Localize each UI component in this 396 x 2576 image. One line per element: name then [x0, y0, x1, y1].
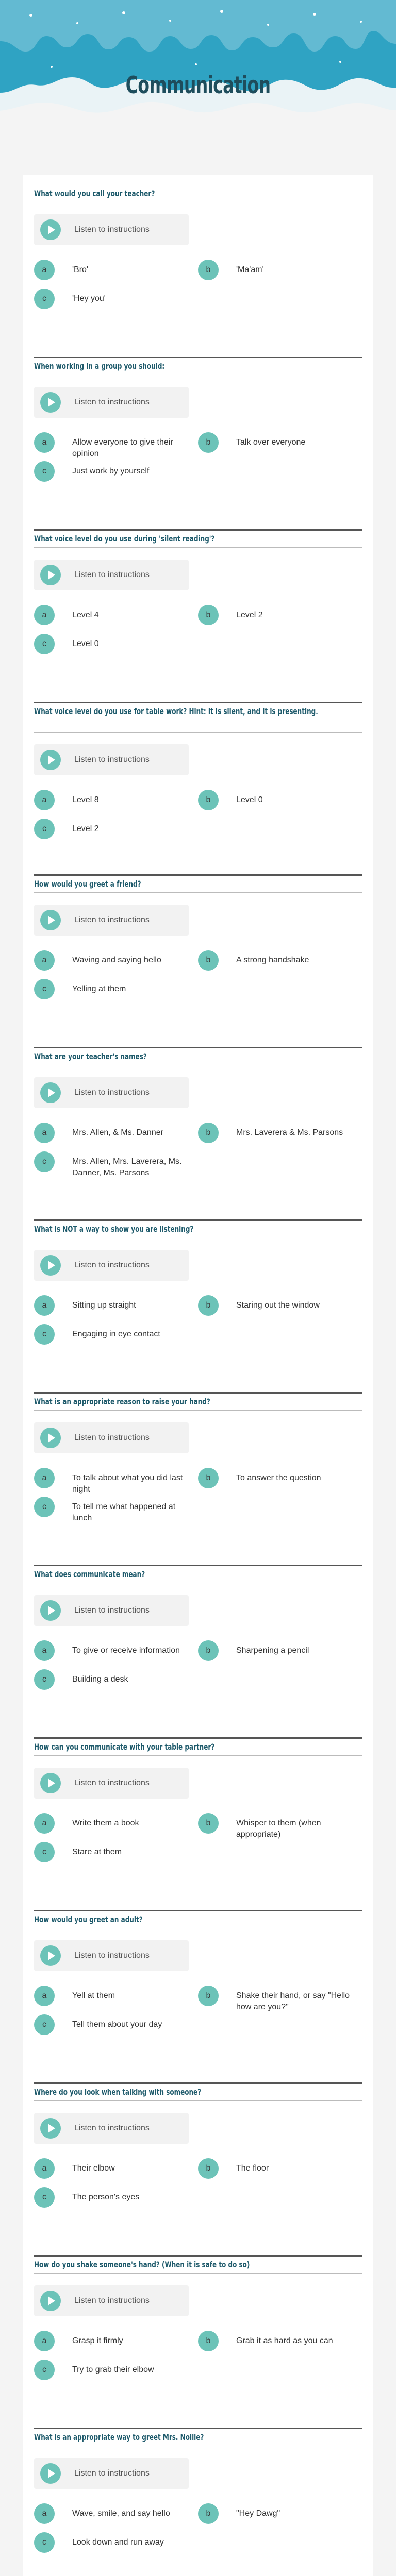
answer-option-a[interactable] — [34, 1813, 189, 1834]
listen-label: Listen to instructions — [74, 2296, 150, 2305]
listen-button[interactable] — [34, 560, 189, 590]
question-title: How can you communicate with your table partner? — [34, 1742, 215, 1752]
answer-option-b[interactable] — [198, 790, 353, 810]
option-letter-badge: a — [34, 790, 55, 810]
play-icon — [40, 219, 61, 240]
listen-label: Listen to instructions — [74, 1088, 150, 1097]
answer-option-a[interactable] — [34, 2158, 189, 2179]
answer-option-b[interactable] — [198, 1295, 353, 1316]
answer-option-a[interactable] — [34, 950, 189, 971]
option-text: To tell me what happened at lunch — [72, 1502, 176, 1522]
listen-button[interactable] — [34, 214, 189, 245]
option-letter-badge: c — [34, 1842, 55, 1862]
answer-option-c[interactable] — [34, 819, 189, 839]
question-block — [34, 1911, 362, 2084]
option-letter-badge: a — [34, 2158, 55, 2179]
play-icon — [40, 2118, 61, 2139]
play-icon — [40, 392, 61, 413]
answer-option-b[interactable] — [198, 260, 353, 280]
answer-option-a[interactable] — [34, 2331, 189, 2351]
answer-option-a[interactable] — [34, 260, 189, 280]
option-letter-badge: c — [34, 979, 55, 999]
option-letter-badge: c — [34, 1151, 55, 1172]
option-letter-badge: c — [34, 2187, 55, 2208]
listen-label: Listen to instructions — [74, 1951, 150, 1960]
option-letter-badge: a — [34, 432, 55, 453]
option-letter-badge: c — [34, 1324, 55, 1345]
listen-button[interactable] — [34, 1595, 189, 1626]
question-title: What is an appropriate way to greet Mrs. Nollie? — [34, 2432, 204, 2442]
option-letter-badge: b — [198, 1640, 219, 1661]
play-icon — [40, 565, 61, 585]
option-letter-badge: c — [34, 2360, 55, 2380]
option-letter-badge: b — [198, 950, 219, 971]
listen-button[interactable] — [34, 1768, 189, 1799]
question-divider — [34, 2273, 362, 2274]
option-letter-badge: b — [198, 260, 219, 280]
option-text: Yell at them — [72, 1991, 116, 2000]
answer-option-b[interactable] — [198, 1813, 353, 1840]
question-divider — [34, 547, 362, 548]
question-title: When working in a group you should: — [34, 361, 165, 371]
question-divider — [34, 1755, 362, 1756]
option-text: Sitting up straight — [72, 1301, 136, 1310]
answer-option-a[interactable] — [34, 1123, 189, 1143]
play-icon — [40, 750, 61, 770]
option-text: 'Bro' — [72, 265, 89, 274]
question-block — [34, 1739, 362, 1911]
option-letter-badge: b — [198, 2331, 219, 2351]
answer-option-c[interactable] — [34, 2014, 189, 2035]
answer-option-c[interactable] — [34, 634, 189, 654]
answer-option-c[interactable] — [34, 1324, 189, 1345]
listen-label: Listen to instructions — [74, 755, 150, 764]
option-text: A strong handshake — [236, 956, 309, 964]
option-letter-badge: c — [34, 461, 55, 482]
listen-label: Listen to instructions — [74, 1606, 150, 1615]
option-text: 'Hey you' — [72, 294, 106, 303]
question-block — [34, 1048, 362, 1221]
play-icon — [40, 2291, 61, 2311]
option-text: Tell them about your day — [72, 2020, 162, 2029]
option-letter-badge: c — [34, 1497, 55, 1517]
play-icon — [40, 2463, 61, 2484]
answer-option-c[interactable] — [34, 1151, 189, 1179]
answer-option-b[interactable] — [198, 950, 353, 971]
answer-option-a[interactable] — [34, 1295, 189, 1316]
option-letter-badge: b — [198, 2503, 219, 2524]
option-text: Talk over everyone — [236, 438, 306, 447]
option-text: Waving and saying hello — [72, 956, 161, 964]
listen-button[interactable] — [34, 1077, 189, 1108]
play-icon — [40, 1773, 61, 1793]
listen-button[interactable] — [34, 744, 189, 775]
option-text: Their elbow — [72, 2164, 115, 2173]
question-title: What is NOT a way to show you are listening? — [34, 1224, 194, 1234]
question-block — [34, 358, 362, 531]
question-block — [34, 2084, 362, 2257]
listen-label: Listen to instructions — [74, 398, 150, 406]
option-text: To talk about what you did last night — [72, 1473, 183, 1494]
option-text: To answer the question — [236, 1473, 321, 1482]
play-icon — [40, 1082, 61, 1103]
question-block — [34, 1394, 362, 1566]
answer-option-c[interactable] — [34, 2360, 189, 2380]
option-letter-badge: a — [34, 1640, 55, 1661]
option-text: Stare at them — [72, 1848, 122, 1856]
listen-label: Listen to instructions — [74, 570, 150, 579]
answer-option-c[interactable] — [34, 2187, 189, 2208]
option-text: The person's eyes — [72, 2193, 140, 2201]
snow-decoration — [0, 0, 396, 134]
option-text: Level 8 — [72, 795, 99, 804]
option-letter-badge: a — [34, 1468, 55, 1488]
option-text: 'Ma'am' — [236, 265, 264, 274]
option-text: Mrs. Allen, Mrs. Laverera, Ms. Danner, Ms. Parsons — [72, 1157, 182, 1177]
answer-option-c[interactable] — [34, 289, 189, 309]
answer-option-c[interactable] — [34, 979, 189, 999]
option-text: Level 0 — [72, 639, 99, 648]
question-block — [34, 1566, 362, 1739]
option-text: Building a desk — [72, 1675, 128, 1684]
play-icon — [40, 1945, 61, 1966]
option-text: Try to grab their elbow — [72, 2365, 154, 2374]
listen-button[interactable] — [34, 2458, 189, 2489]
question-title: What would you call your teacher? — [34, 189, 155, 198]
option-text: Just work by yourself — [72, 467, 150, 476]
question-title: Where do you look when talking with someone? — [34, 2087, 202, 2097]
listen-label: Listen to instructions — [74, 1778, 150, 1787]
option-letter-badge: b — [198, 605, 219, 625]
listen-button[interactable] — [34, 387, 189, 418]
option-text: Shake their hand, or say "Hello how are you?" — [236, 1991, 350, 2011]
question-title: What are your teacher's names? — [34, 1052, 147, 1061]
question-block — [34, 531, 362, 703]
answer-option-a[interactable] — [34, 432, 189, 460]
option-letter-badge: a — [34, 1986, 55, 2006]
option-text: Level 0 — [236, 795, 263, 804]
option-text: Grab it as hard as you can — [236, 2336, 333, 2345]
answer-option-c[interactable] — [34, 1842, 189, 1862]
option-text: To give or receive information — [72, 1646, 180, 1655]
answer-option-a[interactable] — [34, 1468, 189, 1495]
option-text: Grasp it firmly — [72, 2336, 123, 2345]
option-letter-badge: c — [34, 2532, 55, 2553]
option-text: Sharpening a pencil — [236, 1646, 309, 1655]
question-block — [34, 1221, 362, 1394]
answer-option-a[interactable] — [34, 1640, 189, 1661]
question-title: What does communicate mean? — [34, 1569, 145, 1579]
answer-option-a[interactable] — [34, 2503, 189, 2524]
answer-option-a[interactable] — [34, 605, 189, 625]
question-title: What is an appropriate reason to raise your hand? — [34, 1397, 210, 1406]
play-icon — [40, 1600, 61, 1621]
question-title: What voice level do you use for table work? Hint: it is silent, and it is presenting. — [34, 706, 318, 716]
option-text: Yelling at them — [72, 985, 126, 993]
listen-label: Listen to instructions — [74, 225, 150, 234]
worksheet-card — [23, 175, 373, 2576]
option-letter-badge: a — [34, 1295, 55, 1316]
option-letter-badge: a — [34, 605, 55, 625]
listen-button[interactable] — [34, 2285, 189, 2316]
listen-button[interactable] — [34, 1250, 189, 1281]
option-letter-badge: c — [34, 634, 55, 654]
answer-option-b[interactable] — [198, 1986, 353, 2013]
option-text: Allow everyone to give their opinion — [72, 438, 173, 458]
option-text: Wave, smile, and say hello — [72, 2509, 170, 2518]
listen-button[interactable] — [34, 2113, 189, 2144]
play-icon — [40, 910, 61, 930]
answer-option-b[interactable] — [198, 2503, 353, 2524]
question-title: How do you shake someone's hand? (When it is safe to do so) — [34, 2260, 250, 2269]
option-letter-badge: a — [34, 950, 55, 971]
answer-option-b[interactable] — [198, 605, 353, 625]
question-block — [34, 2429, 362, 2576]
question-divider — [34, 1410, 362, 1411]
play-icon — [40, 1255, 61, 1276]
option-text: Level 2 — [72, 824, 99, 833]
listen-label: Listen to instructions — [74, 1433, 150, 1442]
question-block — [34, 185, 362, 358]
option-text: Look down and run away — [72, 2538, 164, 2547]
listen-button[interactable] — [34, 905, 189, 936]
listen-button[interactable] — [34, 1422, 189, 1453]
option-text: Staring out the window — [236, 1301, 320, 1310]
option-letter-badge: b — [198, 790, 219, 810]
option-letter-badge: a — [34, 2503, 55, 2524]
answer-option-c[interactable] — [34, 1497, 189, 1524]
listen-label: Listen to instructions — [74, 1261, 150, 1269]
listen-label: Listen to instructions — [74, 2124, 150, 2132]
answer-option-c[interactable] — [34, 2532, 189, 2553]
option-text: Engaging in eye contact — [72, 1330, 160, 1338]
play-icon — [40, 1428, 61, 1448]
option-letter-badge: c — [34, 819, 55, 839]
question-list — [34, 185, 362, 2576]
question-title: What voice level do you use during 'silent reading'? — [34, 534, 215, 544]
option-text: "Hey Dawg" — [236, 2509, 280, 2518]
option-text: Write them a book — [72, 1819, 139, 1827]
question-block — [34, 703, 362, 876]
question-divider — [34, 892, 362, 893]
question-title: How would you greet a friend? — [34, 879, 141, 889]
option-letter-badge: b — [198, 1986, 219, 2006]
option-text: The floor — [236, 2164, 269, 2173]
option-letter-badge: b — [198, 1295, 219, 1316]
option-letter-badge: b — [198, 1123, 219, 1143]
option-letter-badge: c — [34, 2014, 55, 2035]
option-letter-badge: a — [34, 260, 55, 280]
option-text: Mrs. Allen, & Ms. Danner — [72, 1128, 163, 1137]
option-letter-badge: b — [198, 2158, 219, 2179]
option-letter-badge: a — [34, 1813, 55, 1834]
answer-option-b[interactable] — [198, 1640, 353, 1661]
question-divider — [34, 732, 362, 733]
option-letter-badge: a — [34, 1123, 55, 1143]
answer-option-b[interactable] — [198, 2331, 353, 2351]
answer-option-a[interactable] — [34, 790, 189, 810]
option-text: Mrs. Laverera & Ms. Parsons — [236, 1128, 343, 1137]
option-letter-badge: b — [198, 1468, 219, 1488]
option-letter-badge: b — [198, 432, 219, 453]
answer-option-c[interactable] — [34, 461, 189, 482]
listen-label: Listen to instructions — [74, 2469, 150, 2478]
question-block — [34, 2257, 362, 2429]
page-title: Communication — [125, 71, 271, 99]
option-letter-badge: b — [198, 1813, 219, 1834]
answer-option-b[interactable] — [198, 1123, 353, 1143]
option-text: Whisper to them (when appropriate) — [236, 1819, 321, 1839]
listen-label: Listen to instructions — [74, 916, 150, 924]
question-title: How would you greet an adult? — [34, 1914, 143, 1924]
answer-option-a[interactable] — [34, 1986, 189, 2006]
answer-option-b[interactable] — [198, 2158, 353, 2179]
option-letter-badge: a — [34, 2331, 55, 2351]
option-letter-badge: c — [34, 289, 55, 309]
option-letter-badge: c — [34, 1669, 55, 1690]
listen-button[interactable] — [34, 1940, 189, 1971]
question-block — [34, 876, 362, 1048]
option-text: Level 4 — [72, 611, 99, 619]
answer-option-b[interactable] — [198, 1468, 353, 1488]
answer-option-c[interactable] — [34, 1669, 189, 1690]
answer-option-b[interactable] — [198, 432, 353, 453]
option-text: Level 2 — [236, 611, 263, 619]
question-divider — [34, 2100, 362, 2101]
